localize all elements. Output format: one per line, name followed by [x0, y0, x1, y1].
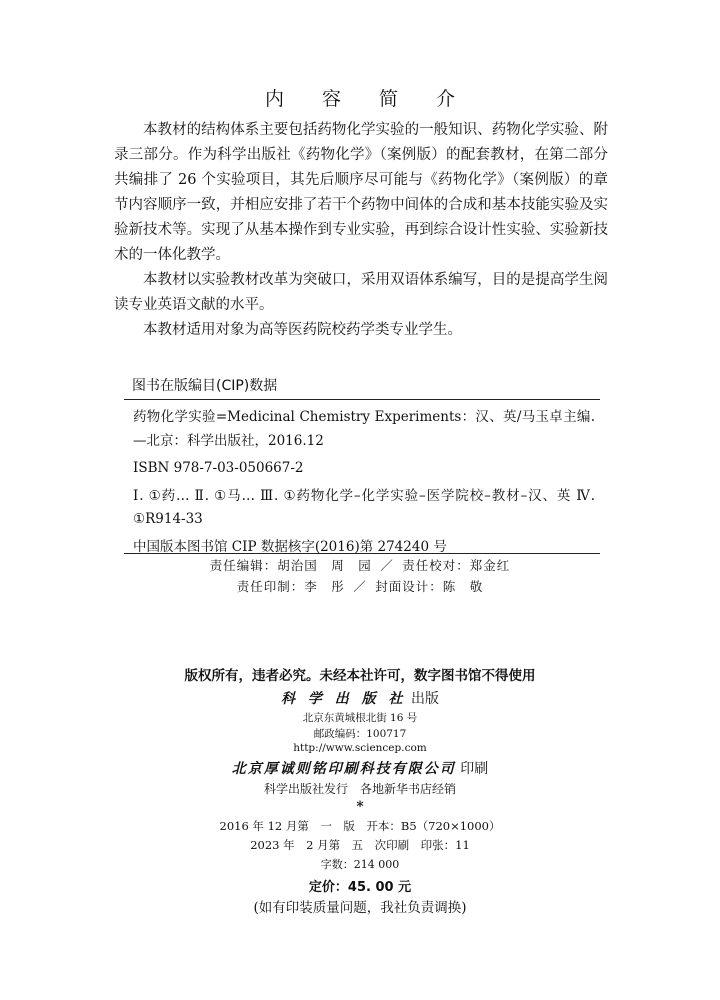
publisher-url: http://www.sciencep.com [293, 742, 427, 754]
separator-asterisk: * [356, 799, 364, 815]
cip-bottom-rule [124, 553, 600, 554]
page-title: 内 容 简 介 [264, 88, 472, 110]
quality-notice: (如有印装质量问题，我社负责调换) [253, 900, 467, 916]
cip-classification: Ⅰ. ①药… Ⅱ. ①马… Ⅲ. ①药物化学–化学实验–医学院校–教材–汉、英 Ⅳ. ①R914-33 [133, 487, 595, 527]
word-count: 字数：214 000 [320, 858, 400, 871]
cip-top-rule [124, 399, 600, 400]
intro-paragraph: 本教材以实验教材改革为突破口，采用双语体系编写，目的是提高学生阅读专业英语文献的水平。 [114, 272, 608, 313]
cip-isbn: ISBN 978-7-03-050667-2 [133, 460, 304, 476]
printer-suffix: 印刷 [455, 761, 489, 777]
publisher-suffix: 出版 [406, 691, 439, 707]
price: 定价：45. 00 元 [308, 880, 412, 895]
publisher-address: 北京东黄城根北街 16 号 [302, 712, 418, 724]
cip-record: 药物化学实验=Medicinal Chemistry Experiments：汉、英/马玉卓主编. —北京：科学出版社，2016.12 [133, 409, 595, 449]
intro-paragraph: 本教材的结构体系主要包括药物化学实验的一般知识、药物化学实验、附录三部分。作为科学出版社《药物化学》（案例版）的配套教材，在第二部分共编排了 26 个实验项目，其先后顺序尽可能与《药物化学》（案例版）的章节内容顺序一致，并相应安排了若干个药物中间体的合成和基本技能实验及实验新技术等。实现了从基本操作到专业实验，再到综合设计性实验、实验新技术的一体化教学。 [114, 122, 608, 263]
postal-code: 邮政编码：100717 [313, 728, 407, 740]
editor-credits: 责任编辑：胡治国 周 园 ／ 责任校对：郑金红 [209, 558, 511, 573]
printing-line: 2023 年 2 月第 五 次印刷 印张：11 [250, 838, 470, 852]
publisher-name: 科 学 出 版 社 [281, 691, 407, 707]
cip-record-block [133, 406, 595, 559]
edition-line: 2016 年 12 月第 一 版 开本：B5（720×1000） [219, 819, 501, 833]
production-credits: 责任印制：李 彤 ／ 封面设计：陈 敬 [236, 579, 484, 594]
book-introduction [114, 118, 608, 343]
publisher-line [0, 688, 720, 708]
printer-line [0, 758, 720, 778]
cip-heading: 图书在版编目(CIP)数据 [132, 378, 278, 394]
printer-name: 北京厚诚则铭印刷科技有限公司 [231, 761, 456, 777]
cip-number: 中国版本图书馆 CIP 数据核字(2016)第 274240 号 [133, 538, 447, 555]
intro-paragraph: 本教材适用对象为高等医药院校药学类专业学生。 [143, 322, 462, 338]
rights-statement: 版权所有，违者必究。未经本社许可，数字图书馆不得使用 [184, 668, 536, 684]
distribution-line: 科学出版社发行 各地新华书店经销 [263, 782, 456, 796]
